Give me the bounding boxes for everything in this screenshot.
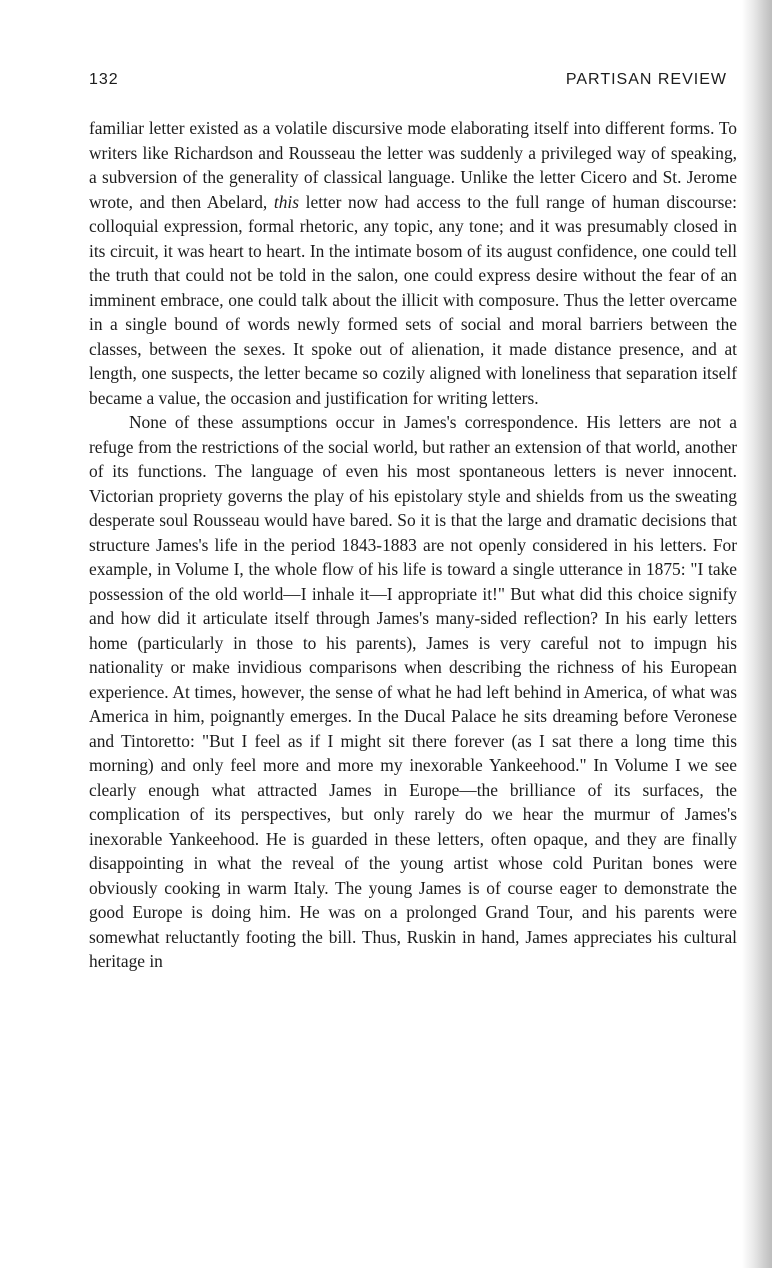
- running-header: [89, 71, 729, 93]
- emphasis-text: this: [273, 191, 300, 212]
- page-number: 132: [89, 71, 119, 88]
- paragraph-text: letter now had access to the full range of human discourse: colloquial expression, formal rhetoric, any topic, any tone; and it was presumably closed in its circuit, it was heart to heart. In the intimate bosom of its august confidence, one could tell the truth that could not be told in the salon, one could express desire without the fear of an imminent embrace, one could talk about the illicit with composure. Thus the letter overcame in a single bound of words newly formed sets of social and moral barriers between the classes, between the sexes. It spoke out of alienation, it made distance presence, and at length, one suspects, the letter became so cozily aligned with loneliness that separation itself became a value, the occasion and justification for writing letters.: [89, 191, 737, 408]
- paragraph: None of these assumptions occur in James's correspondence. His letters are not a refuge from the restrictions of the social world, but rather an extension of that world, another of its functions. The language of even his most spontaneous letters is never innocent. Victorian propriety governs the play of his epistolary style and shields from us the sweating desperate soul Rousseau would have bared. So it is that the large and dramatic decisions that structure James's life in the period 1843-1883 are not openly considered in his letters. For example, in Volume I, the whole flow of his life is toward a single utterance in 1875: "I take possession of the old world—I inhale it—I appropriate it!" But what did this choice signify and how did it articulate itself through James's many-sided reflection? In his early letters home (particularly in those to his parents), James is very careful not to impugn his nationality or make invidious comparisons when describing the richness of his European experience. At times, however, the sense of what he had left behind in America, of what was America in him, poignantly emerges. In the Ducal Palace he sits dreaming before Veronese and Tintoretto: "But I feel as if I might sit there forever (as I sat there a long time this morning) and only feel more and more my inexorable Yankeehood." In Volume I we see clearly enough what attracted James in Europe—the brilliance of its surfaces, the complication of its perspectives, but only rarely do we hear the murmur of James's inexorable Yankeehood. He is guarded in these letters, often opaque, and they are finally disappointing in what the reveal of the young artist whose cold Puritan bones were obviously cooking in warm Italy. The young James is of course eager to demonstrate the good Europe is doing him. He was on a prolonged Grand Tour, and his parents were somewhat reluctantly footing the bill. Thus, Ruskin in hand, James appreciates his cultural heritage in: [89, 412, 737, 971]
- page-edge-shadow: [742, 0, 772, 1268]
- journal-title: PARTISAN REVIEW: [565, 71, 727, 88]
- article-body: [89, 116, 737, 974]
- paragraph: [89, 116, 737, 410]
- paragraph-text: familiar letter existed as a volatile discursive mode elaborating itself into different forms. To writers like Richardson and Rousseau the letter was suddenly a privileged way of speaking, a subversion of the generality of classical language. Unlike the letter Cicero and St. Jerome wrote, and then Abelard,: [89, 118, 737, 212]
